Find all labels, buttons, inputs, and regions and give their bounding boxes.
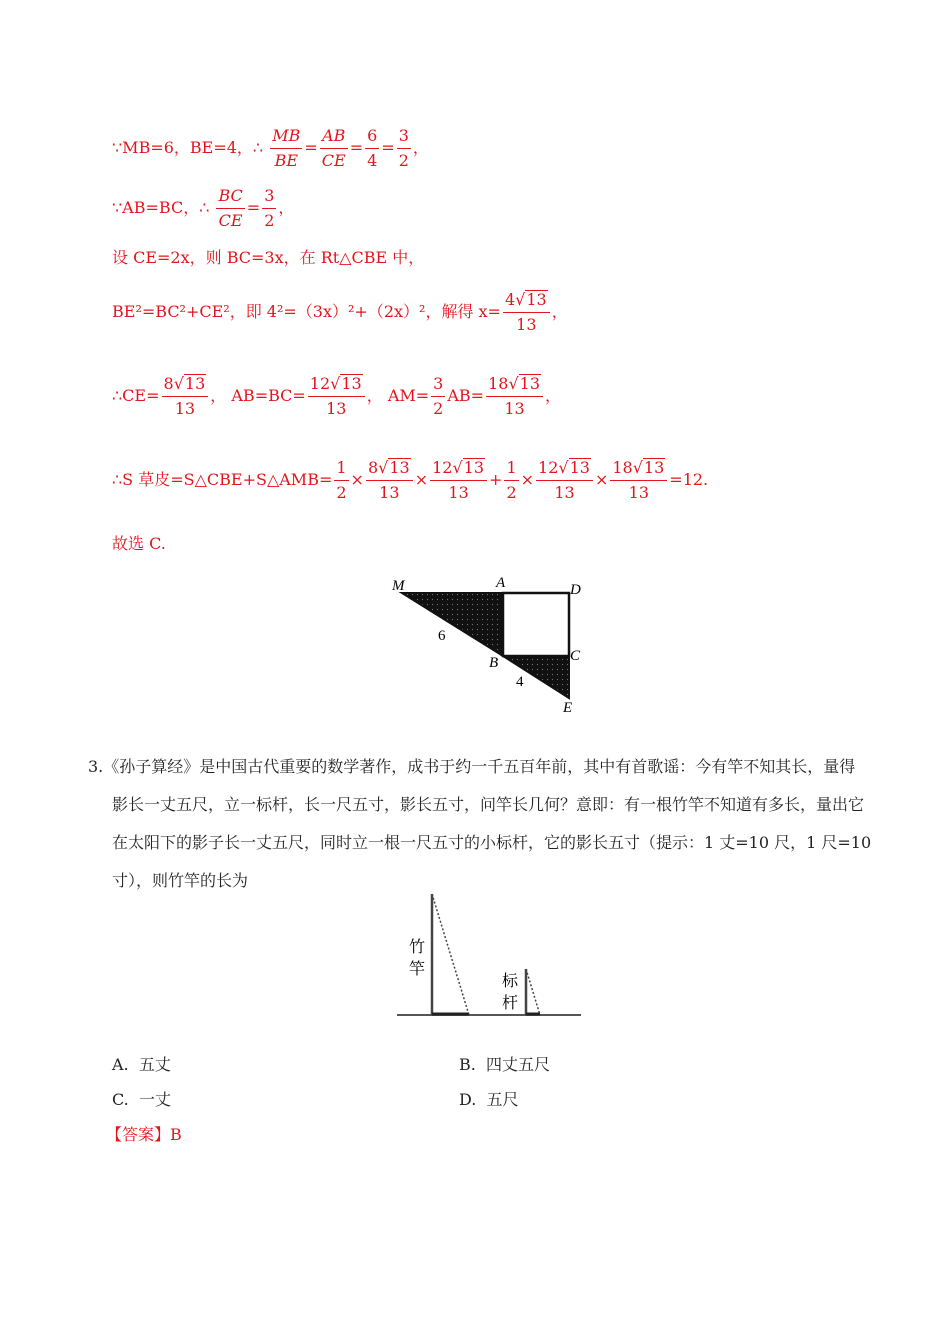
option-b[interactable]: B. 四丈五尺 [459,1055,551,1074]
marker-label-1: 标 [502,973,519,990]
fraction-3-2-b: $\frac{3}{2}$ [264,186,275,230]
pole-label-2: 竿 [409,961,426,978]
fraction-half-2: $\frac{1}{2}$ [506,458,517,502]
fraction-half-1: $\frac{1}{2}$ [336,458,347,502]
fraction-ce-value: $\frac{8√13}{13}$ [162,372,209,421]
line4-text: BE²=BC²+CE²，即 4²=（3x）²+（2x）²，解得 x= [112,302,501,321]
fraction-3-2-c: $\frac{3}{2}$ [433,374,444,418]
question-line-4: 寸），则竹竿的长为 [112,871,249,890]
solution-line-3: 设 CE=2x，则 BC=3x，在 Rt△CBE 中， [112,248,425,267]
fraction-3-2: $\frac{3}{2}$ [398,126,409,170]
label-e: E [563,700,573,716]
fraction-6-4: $\frac{6}{4}$ [367,126,378,170]
shadow-figure [395,890,585,1020]
fraction-bc-ce: $\frac{BC}{CE}$ [218,186,243,230]
triangle-cbe [503,656,569,698]
fraction-12r13-a: $\frac{12√13}{13}$ [430,456,487,505]
fraction-12r13-b: $\frac{12√13}{13}$ [536,456,593,505]
fraction-ab-ce: $\frac{AB}{CE}$ [321,126,346,170]
fraction-x-value: $\frac{4√13}{13}$ [503,288,550,337]
option-c[interactable]: C. 一丈 [112,1090,171,1109]
conclusion: 故选 C. [112,534,166,553]
pole-sun-ray [432,894,469,1015]
solution-line-4: BE²=BC²+CE²，即 4²=（3x）²+（2x）²，解得 x= $\frac{4√13}{13}$ ， [112,288,568,337]
answer: 【答案】B [106,1125,182,1144]
line1-text: ∵MB=6，BE=4，∴ [112,138,264,157]
geometry-figure [380,572,600,722]
fraction-18r13: $\frac{18√13}{13}$ [610,456,667,505]
label-m: M [392,578,405,594]
option-d[interactable]: D. 五尺 [459,1090,519,1109]
solution-line-5: ∴CE= $\frac{8√13}{13}$ ， AB=BC= $\frac{12√13}{13}$ ， AM= $\frac{3}{2}$ AB= $\frac{18√13}{13}$ ， [112,372,561,421]
question-line-3: 在太阳下的影子长一丈五尺，同时立一根一尺五寸的小标杆，它的影长五寸（提示：1 丈=10 尺，1 尺=10 [112,833,872,852]
solution-line-6: ∴S 草皮=S△CBE+S△AMB= $\frac{1}{2}$ × $\frac{8√13}{13}$ × $\frac{12√13}{13}$ + $\frac{1}{2}$ × $\frac{12√13}{13}$ × $\frac{18√13}{13}$ =12. [112,456,708,505]
label-a: A [496,575,506,591]
question-line-1: 3.《孙子算经》是中国古代重要的数学著作，成书于约一千五百年前，其中有首歌谣：今有竿不知其长，量得 [88,757,856,776]
marker-label-2: 杆 [502,995,519,1012]
label-b: B [489,655,499,671]
solution-line-2: ∵AB=BC，∴ $\frac{BC}{CE}$ = $\frac{3}{2}$ ， [112,184,294,233]
line2-text: ∵AB=BC，∴ [112,198,210,217]
fraction-ab-value: $\frac{12√13}{13}$ [308,372,365,421]
label-c: C [570,648,581,664]
question-line-2: 影长一丈五尺，立一标杆，长一尺五寸，影长五寸，问竿长几何？意即：有一根竹竿不知道有多长，量出它 [112,795,865,814]
length-mb: 6 [438,628,446,644]
square-abcd [503,593,569,656]
solution-line-1: ∵MB=6，BE=4，∴ $\frac{MB}{BE}$ = $\frac{AB}{CE}$ = $\frac{6}{4}$ = $\frac{3}{2}$ ， [112,124,429,173]
option-a[interactable]: A. 五丈 [112,1055,171,1074]
pole-label-1: 竹 [409,939,426,956]
fraction-am-value: $\frac{18√13}{13}$ [486,372,543,421]
triangle-amb [402,593,503,656]
fraction-8r13: $\frac{8√13}{13}$ [366,456,413,505]
length-be: 4 [516,674,524,690]
fraction-mb-be: $\frac{MB}{BE}$ [272,126,301,170]
label-d: D [570,582,581,598]
marker-sun-ray [526,969,540,1015]
question-3 [88,748,888,900]
